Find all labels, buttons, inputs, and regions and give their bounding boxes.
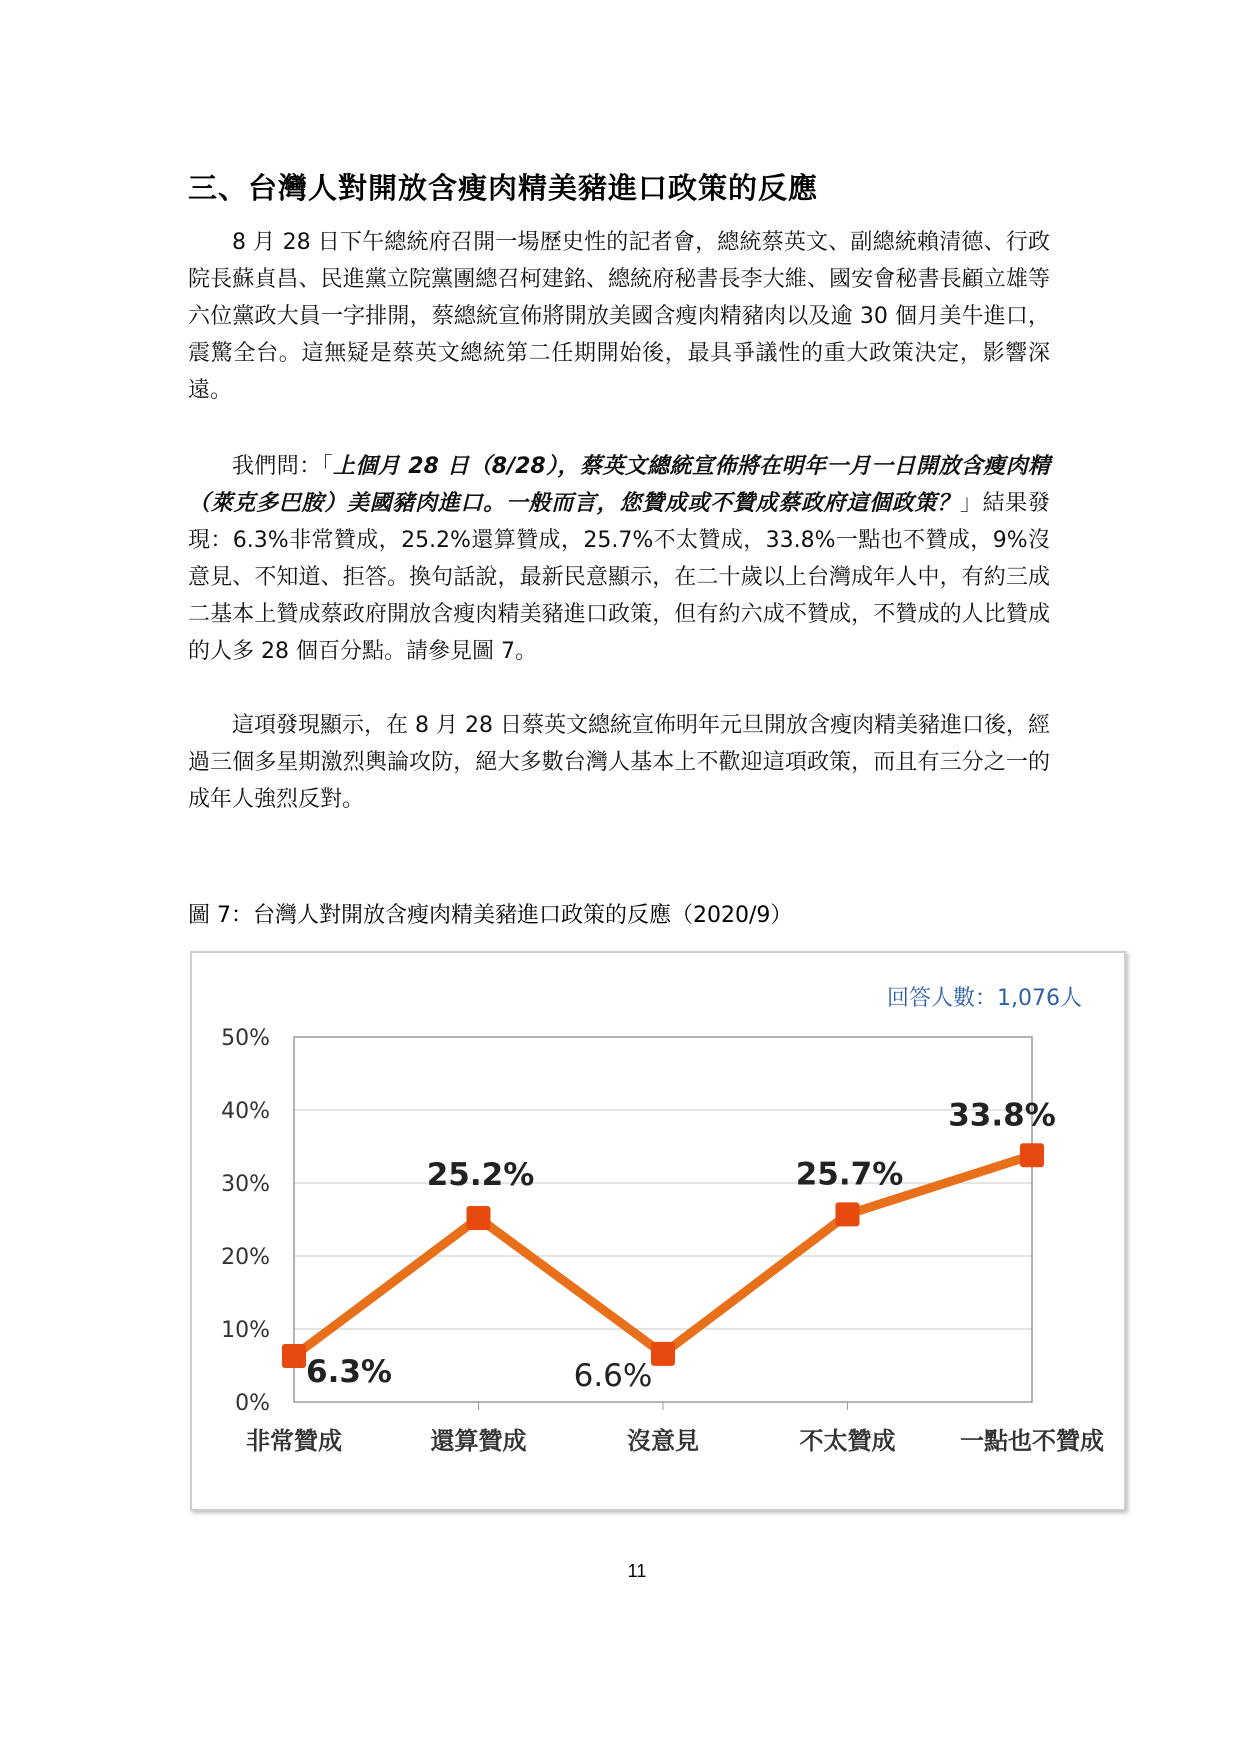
data-label: 33.8% — [948, 1097, 1056, 1134]
section-heading: 三、台灣人對開放含瘦肉精美豬進口政策的反應 — [188, 171, 819, 205]
data-label: 6.3% — [306, 1354, 392, 1391]
paragraph-3-text: 這項發現顯示，在 8 月 28 日蔡英文總統宣佈明年元旦開放含瘦肉精美豬進口後，經過三個多星期激烈輿論攻防，絕大多數台灣人基本上不歡迎這項政策，而且有三分之一的成年人強烈反對。 — [188, 713, 1050, 812]
y-tick-label: 50% — [221, 1026, 270, 1051]
paragraph-1 — [188, 224, 1050, 409]
paragraph-2-rest: 」結果發現：6.3%非常贊成，25.2%還算贊成，25.7%不太贊成，33.8%一點也不贊成，9%沒意見、不知道、拒答。換句話說，最新民意顯示，在二十歲以上台灣成年人中，有約三成二基本上贊成蔡政府開放含瘦肉精美豬進口政策，但有約六成不贊成，不贊成的人比贊成的人多 28 個百分點。請參見圖 7。 — [188, 491, 1050, 664]
line-chart — [192, 953, 1124, 1509]
x-tick-label: 不太贊成 — [799, 1427, 896, 1455]
data-label: 6.6% — [573, 1357, 653, 1394]
paragraph-2-intro: 我們問：「 — [232, 454, 334, 479]
x-tick-label: 沒意見 — [627, 1427, 699, 1455]
page-number: 11 — [627, 1561, 647, 1581]
x-tick-label: 一點也不贊成 — [960, 1427, 1104, 1455]
paragraph-2-text — [188, 448, 1050, 670]
figure-caption: 圖 7：台灣人對開放含瘦肉精美豬進口政策的反應（2020/9） — [188, 903, 793, 928]
y-tick-label: 30% — [221, 1172, 270, 1197]
data-label: 25.7% — [795, 1156, 904, 1193]
y-tick-label: 10% — [221, 1318, 270, 1343]
chart-frame — [190, 951, 1126, 1511]
y-tick-label: 40% — [221, 1099, 270, 1124]
respondent-count-annotation: 回答人數：1,076人 — [887, 986, 1082, 1011]
y-tick-label: 0% — [235, 1391, 270, 1416]
paragraph-3 — [188, 707, 1050, 818]
data-point — [651, 1342, 675, 1366]
data-label: 25.2% — [426, 1157, 535, 1194]
data-point — [1020, 1143, 1044, 1167]
data-point — [467, 1206, 491, 1230]
paragraph-1-text: 8 月 28 日下午總統府召開一場歷史性的記者會，總統蔡英文、副總統賴清德、行政院長蘇貞昌、民進黨立院黨團總召柯建銘、總統府秘書長李大維、國安會秘書長顧立雄等六位黨政大員一字排開，蔡總統宣佈將開放美國含瘦肉精豬肉以及逾 30 個月美牛進口，震驚全台。這無疑是蔡英文總統第二任期開始後，最具爭議性的重大政策決定，影響深遠。 — [188, 230, 1050, 403]
paragraph-2 — [188, 448, 1050, 670]
data-point — [282, 1344, 306, 1368]
data-point — [836, 1202, 860, 1226]
x-tick-label: 還算贊成 — [430, 1427, 527, 1455]
survey-question: 上個月 28 日（8/28），蔡英文總統宣佈將在明年一月一日開放含瘦肉精（萊克多巴胺）美國豬肉進口。一般而言，您贊成或不贊成蔡政府這個政策？ — [188, 454, 1050, 516]
x-tick-label: 非常贊成 — [246, 1427, 342, 1455]
y-tick-label: 20% — [221, 1245, 270, 1270]
